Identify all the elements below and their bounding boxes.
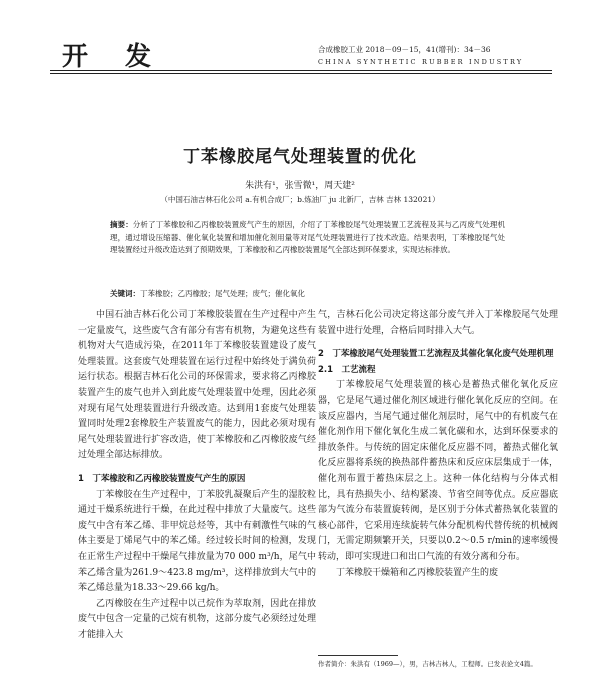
journal-english-name: CHINA SYNTHETIC RUBBER INDUSTRY: [318, 58, 524, 66]
section-heading-2: 2 丁苯橡胶尾气处理装置工艺流程及其催化氧化废气处理机理: [318, 349, 554, 360]
paragraph: 中国石油吉林石化公司丁苯橡胶装置在生产过程中产生一定量废气，这些废气含有部分有害有机物，为避免这些有机物对大气造成污染，在2011年丁苯橡胶装置建设了废气处理装置。这套废气处理装置在运行过程中始终处于满负荷运行状态。根据吉林石化公司的环保需求，要求将乙丙橡胶装置产生的废气也并入到此废气处理装置中处理，因此必须对现有尾气处理装置进行升级改造。达到用1套废气处理装置同时处理2套橡胶生产装置废气的能力，因此必须对现有尾气处理装置进行扩容改造，使丁苯橡胶和乙丙橡胶废气经过处理全部达标排放。: [78, 310, 316, 461]
header-rule: [50, 70, 552, 71]
keywords-label: 关键词：: [110, 289, 140, 298]
keywords-text: 丁苯橡胶；乙丙橡胶；尾气处理；废气；催化氧化: [140, 289, 305, 298]
keywords: [110, 288, 505, 300]
abstract-text: 分析了丁苯橡胶和乙丙橡胶装置废气产生的原因，介绍了丁苯橡胶尾气处理装置工艺流程及其与乙丙废气处理机理，通过增设压缩器、催化氧化装置和增加催化剂用量等对尾气处理装置进行了技术改造。结果表明，丁苯橡胶尾气处理装置经过升级改造达到了预期效果，丁苯橡胶和乙丙橡胶装置尾气全部达到环保要求，实现达标排放。: [110, 220, 505, 254]
article-authors: 朱洪有¹，张雪微¹，周天建²: [245, 181, 355, 191]
article-affiliation: （中国石油吉林石化公司 a.有机合成厂；b.炼油厂 ju 北新厂，吉林 吉林 132021）: [160, 195, 440, 204]
journal-info: [318, 44, 548, 68]
section-heading-1: 1 丁苯橡胶和乙丙橡胶装置废气产生的原因: [78, 473, 246, 484]
body-column-left: [78, 308, 316, 643]
subsection-heading-2-1: 2.1 工艺流程: [318, 364, 376, 375]
article-title: 丁苯橡胶尾气处理装置的优化: [183, 147, 417, 167]
abstract: [110, 219, 505, 257]
paragraph: 丁苯橡胶干燥箱和乙丙橡胶装置产生的废: [336, 567, 499, 578]
header-rule-thin: [50, 73, 552, 74]
abstract-label: 摘要：: [110, 220, 133, 229]
footnote-rule: [318, 655, 398, 656]
paragraph: 丁苯橡胶在生产过程中，丁苯胶乳凝聚后产生的湿胶粒通过干燥系统进行干燥，在此过程中排放了大量废气。这些废气中含有苯乙烯、非甲烷总烃等，其中有刺激性气味的气体主要是丁烯尾气中的苯乙烯。经过较长时间的检测，发现在正常生产过程中干燥尾气排放量为70 000 m³/h，尾气中苯乙烯含量为261.9～423.8 mg/m³，这样排放到大气中的苯乙烯总量为18.33～29.66 kg/h。: [78, 489, 316, 594]
body-column-right: [318, 308, 558, 581]
paragraph: 丁苯橡胶尾气处理装置的核心是蓄热式催化氧化反应器，它是尾气通过催化剂区域进行催化氧化反应的空间。在该反应器内，当尾气通过催化剂层时，尾气中的有机废气在催化剂作用下催化氧化生成二氧化碳和水，达到环保要求的排放条件。与传统的固定床催化反应器不同，蓄热式催化氧化反应器将系统的换热部件蓄热床和反应床层集成于一体，催化剂布置于蓄热床层之上。这种一体化结构与分体式相比，具有热损失小、结构紧凑、节省空间等优点。反应器底部为气流分布装置旋转阀，是区别于分体式蓄热氧化装置的核心部件，它采用连续旋转气体分配机构代替传统的机械阀门，无需定期频繁开关，只要以0.2～0.5 r/min的速率缓慢转动，即可实现进口和出口气流的有效分离和分布。: [318, 380, 558, 562]
author-footnote: 作者简介：朱洪有（1969—），男，吉林吉林人，工程师。已发表论文4篇。: [318, 660, 537, 668]
journal-citation: 合成橡胶工业 2018－09－15，41(增刊)：34－36: [318, 45, 491, 54]
paragraph: 气，吉林石化公司决定将这部分废气并入丁苯橡胶尾气处理装置中进行处理，合格后同时排入大气。: [318, 310, 558, 336]
section-label: 开 发: [62, 42, 166, 72]
paragraph: 乙丙橡胶在生产过程中以己烷作为萃取剂，因此在排放废气中包含一定量的己烷有机物，这部分废气必须经过处理才能排入大: [78, 598, 316, 640]
